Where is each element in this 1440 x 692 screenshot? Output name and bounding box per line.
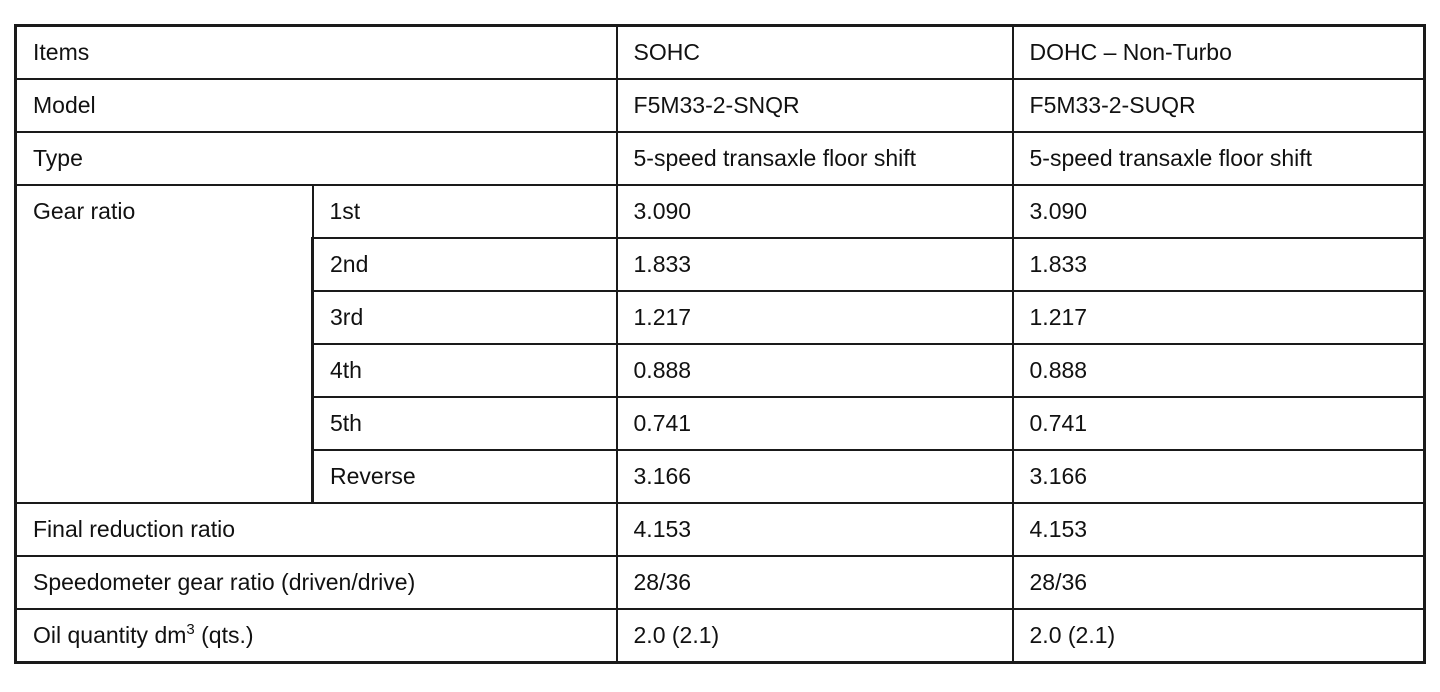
gear-dohc: 3.090 bbox=[1013, 185, 1425, 238]
final-reduction-dohc: 4.153 bbox=[1013, 503, 1425, 556]
gear-dohc: 0.741 bbox=[1013, 397, 1425, 450]
type-dohc: 5-speed transaxle floor shift bbox=[1013, 132, 1425, 185]
oil-quantity-unit-exponent: 3 bbox=[186, 621, 195, 638]
gear-name: 3rd bbox=[313, 291, 617, 344]
gear-sohc: 3.166 bbox=[617, 450, 1013, 503]
model-row bbox=[16, 79, 1425, 132]
oil-quantity-label-text: Oil quantity dm bbox=[33, 622, 187, 648]
oil-quantity-dohc: 2.0 (2.1) bbox=[1013, 609, 1425, 663]
gear-dohc: 1.833 bbox=[1013, 238, 1425, 291]
gear-name: Reverse bbox=[313, 450, 617, 503]
oil-quantity-label bbox=[16, 609, 617, 663]
model-dohc: F5M33-2-SUQR bbox=[1013, 79, 1425, 132]
type-label: Type bbox=[16, 132, 617, 185]
header-row bbox=[16, 26, 1425, 80]
gear-sohc: 1.833 bbox=[617, 238, 1013, 291]
gear-dohc: 3.166 bbox=[1013, 450, 1425, 503]
final-reduction-row bbox=[16, 503, 1425, 556]
gear-dohc: 1.217 bbox=[1013, 291, 1425, 344]
speedometer-dohc: 28/36 bbox=[1013, 556, 1425, 609]
final-reduction-label: Final reduction ratio bbox=[16, 503, 617, 556]
speedometer-row bbox=[16, 556, 1425, 609]
gear-sohc: 3.090 bbox=[617, 185, 1013, 238]
type-sohc: 5-speed transaxle floor shift bbox=[617, 132, 1013, 185]
final-reduction-sohc: 4.153 bbox=[617, 503, 1013, 556]
gear-name: 4th bbox=[313, 344, 617, 397]
model-label: Model bbox=[16, 79, 617, 132]
oil-quantity-row bbox=[16, 609, 1425, 663]
gear-ratio-label: Gear ratio bbox=[16, 185, 313, 503]
spec-table bbox=[14, 24, 1426, 664]
type-row bbox=[16, 132, 1425, 185]
gear-sohc: 1.217 bbox=[617, 291, 1013, 344]
gear-sohc: 0.888 bbox=[617, 344, 1013, 397]
gear-dohc: 0.888 bbox=[1013, 344, 1425, 397]
header-items: Items bbox=[16, 26, 617, 80]
oil-quantity-label-suffix: (qts.) bbox=[194, 622, 254, 648]
model-sohc: F5M33-2-SNQR bbox=[617, 79, 1013, 132]
gear-sohc: 0.741 bbox=[617, 397, 1013, 450]
oil-quantity-sohc: 2.0 (2.1) bbox=[617, 609, 1013, 663]
speedometer-label: Speedometer gear ratio (driven/drive) bbox=[16, 556, 617, 609]
speedometer-sohc: 28/36 bbox=[617, 556, 1013, 609]
gear-name: 5th bbox=[313, 397, 617, 450]
gear-row-1st bbox=[16, 185, 1425, 238]
gear-name: 2nd bbox=[313, 238, 617, 291]
gear-name: 1st bbox=[313, 185, 617, 238]
header-sohc: SOHC bbox=[617, 26, 1013, 80]
header-dohc: DOHC – Non-Turbo bbox=[1013, 26, 1425, 80]
